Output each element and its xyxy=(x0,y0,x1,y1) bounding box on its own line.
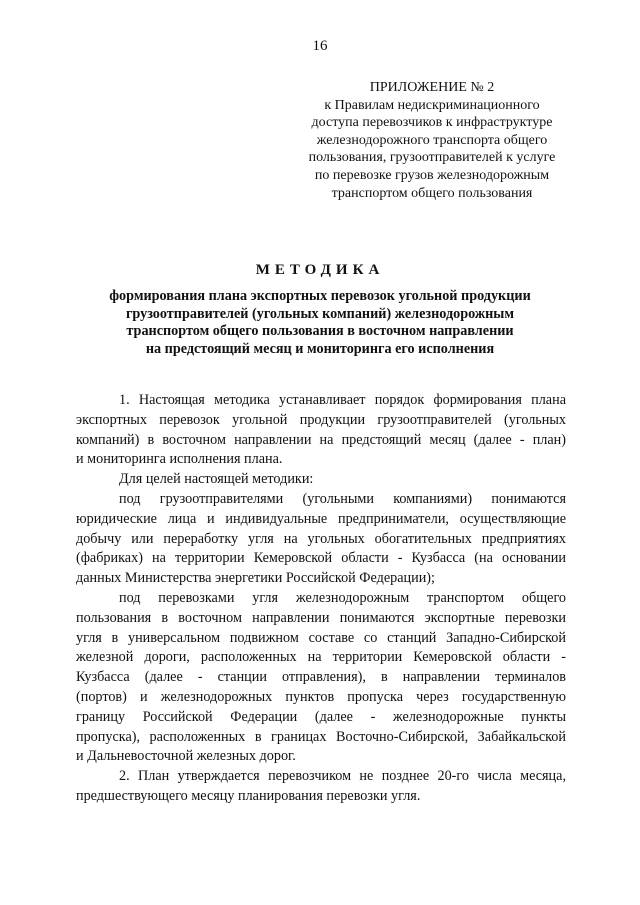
page-number: 16 xyxy=(312,38,328,54)
text-line: пользования в восточном направлении понимаются экспортные перевозки xyxy=(76,609,566,626)
text-line: пропуска), расположенных в границах Восточно-Сибирской, Забайкальской xyxy=(76,728,566,745)
text-line: угля в универсальном подвижном составе со станций Западно-Сибирской xyxy=(76,629,566,646)
subtitle-line: грузоотправителей (угольных компаний) железнодорожным xyxy=(125,305,515,322)
paragraph xyxy=(76,589,566,767)
appendix-line: к Правилам недискриминационного xyxy=(324,97,540,113)
appendix-line: пользования, грузоотправителей к услуге xyxy=(308,150,556,166)
text-line: и Дальневосточной железных дорог. xyxy=(76,748,296,765)
appendix-line: транспортом общего пользования xyxy=(331,185,533,201)
text-line: предшествующего месяцу планирования перевозки угля. xyxy=(76,787,421,804)
appendix-line: по перевозке грузов железнодорожным xyxy=(314,167,550,183)
text-line: 2. План утверждается перевозчиком не позднее 20-го числа месяца, xyxy=(119,768,566,785)
text-line: границу Российской Федерации (далее - железнодорожные пункты xyxy=(76,708,566,725)
document-body xyxy=(76,391,566,807)
text-line: Кузбасса (далее - станции отправления), в направлении терминалов xyxy=(76,669,566,686)
text-line: юридические лица и индивидуальные предприниматели, осуществляющие xyxy=(76,510,566,527)
text-line: железной дороги, расположенных на территории Кемеровской области - xyxy=(76,649,566,666)
text-line: и мониторинга исполнения плана. xyxy=(76,451,283,468)
text-line: данных Министерства энергетики Российской Федерации); xyxy=(76,570,435,587)
subtitle-line: транспортом общего пользования в восточном направлении xyxy=(126,323,514,340)
text-line: компаний) в восточном направлении на предстоящий месяц (далее - план) xyxy=(76,431,566,448)
appendix-block xyxy=(282,79,582,202)
subtitle-line: формирования плана экспортных перевозок угольной продукции xyxy=(109,288,531,304)
paragraph xyxy=(76,470,566,490)
paragraph xyxy=(76,767,566,807)
appendix-line: доступа перевозчиков к инфраструктуре xyxy=(311,115,553,131)
text-line: экспортных перевозок угольной продукции грузоотправителей (угольных xyxy=(76,411,566,428)
paragraph xyxy=(76,391,566,470)
text-line: под перевозками угля железнодорожным транспортом общего xyxy=(119,589,566,606)
text-line: Для целей настоящей методики: xyxy=(119,471,314,488)
appendix-title: ПРИЛОЖЕНИЕ № 2 xyxy=(369,80,495,95)
subtitle-line: на предстоящий месяц и мониторинга его исполнения xyxy=(145,340,495,357)
text-line: (фабриках) на территории Кемеровской области - Кузбасса (на основании xyxy=(76,550,566,567)
appendix-line: железнодорожного транспорта общего xyxy=(316,132,548,148)
text-line: (портов) и железнодорожных пунктов пропуска через государственную xyxy=(76,688,566,705)
paragraph xyxy=(76,490,566,589)
text-line: 1. Настоящая методика устанавливает порядок формирования плана xyxy=(119,392,566,408)
text-line: добычу или переработку угля на угольных обогатительных предприятиях xyxy=(76,530,566,547)
document-subtitle xyxy=(60,288,580,358)
document-title: МЕТОДИКА xyxy=(255,262,385,278)
text-line: под грузоотправителями (угольными компаниями) понимаются xyxy=(119,490,566,507)
